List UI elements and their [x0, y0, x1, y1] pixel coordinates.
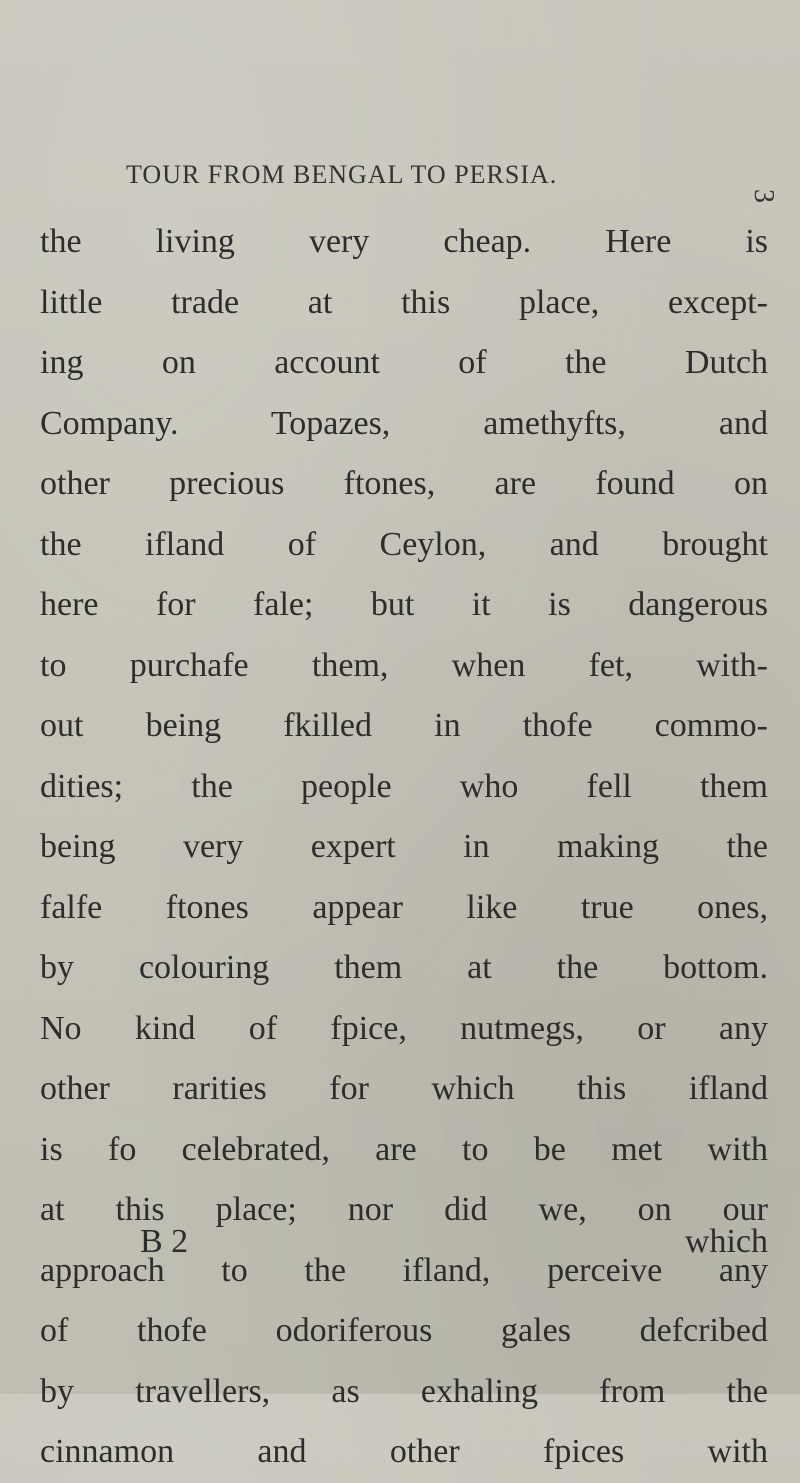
text-line: at this place; nor did we, on our — [40, 1191, 768, 1228]
text-line: of thofe odoriferous gales defcribed — [40, 1312, 768, 1349]
text-line: by colouring them at the bottom. — [40, 949, 768, 986]
catchword: which — [684, 1223, 768, 1260]
page-number: 3 — [748, 189, 779, 203]
text-line: the living very cheap. Here is — [40, 223, 768, 260]
text-line: dities; the people who fell them — [40, 767, 768, 805]
text-line: ing on account of the Dutch — [40, 344, 768, 381]
text-line: approach to the ifland, perceive any — [40, 1251, 768, 1289]
text-line: other rarities for which this ifland — [40, 1070, 768, 1107]
signature-mark: B 2 — [140, 1223, 189, 1260]
text-line: cinnamon and other fpices with — [40, 1433, 768, 1470]
text-line: by travellers, as exhaling from the — [40, 1372, 768, 1410]
catchline — [140, 1212, 768, 1272]
text-line: out being fkilled in thofe commo- — [40, 707, 768, 744]
body-text — [40, 212, 768, 1483]
running-head: TOUR FROM BENGAL TO PERSIA. — [126, 160, 558, 189]
text-line: other precious ftones, are found on — [40, 465, 768, 502]
text-line: little trade at this place, except- — [40, 283, 768, 321]
text-line: is fo celebrated, are to be met with — [40, 1130, 768, 1168]
text-line: No kind of fpice, nutmegs, or any — [40, 1009, 768, 1047]
text-line: here for fale; but it is dangerous — [40, 586, 768, 623]
text-line: to purchafe them, when fet, with- — [40, 646, 768, 684]
text-line: Company. Topazes, amethyfts, and — [40, 404, 768, 442]
text-line: being very expert in making the — [40, 828, 768, 865]
text-line: falfe ftones appear like true ones, — [40, 888, 768, 926]
text-line: the ifland of Ceylon, and brought — [40, 525, 768, 563]
